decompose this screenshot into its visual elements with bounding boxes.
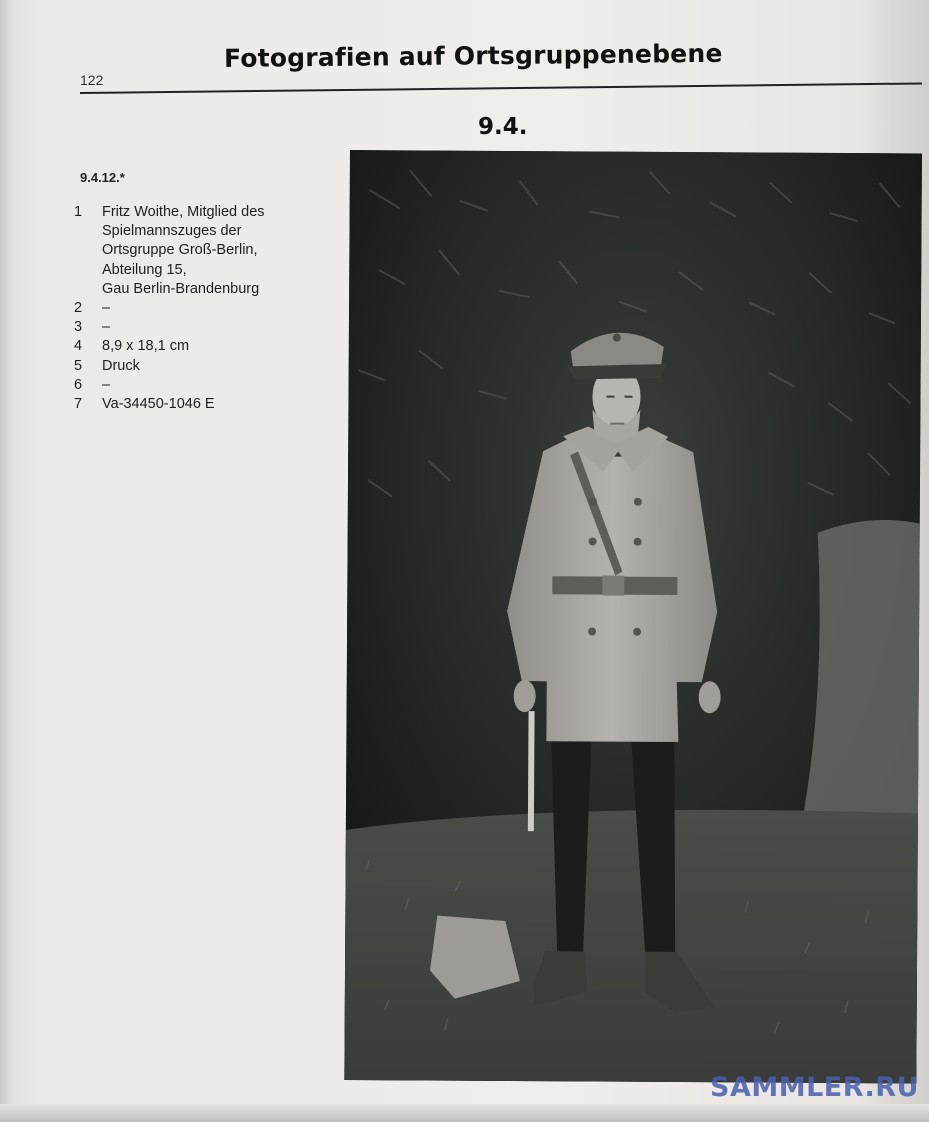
field-line: Fritz Woithe, Mitglied des (102, 204, 265, 220)
field-row (72, 318, 362, 337)
portrait-photograph (344, 150, 922, 1083)
field-number: 2 (74, 300, 83, 317)
field-row (72, 299, 362, 318)
field-value: Druck (102, 357, 140, 374)
field-line: Ortsgruppe Groß-Berlin, (102, 242, 258, 259)
field-value (102, 203, 362, 299)
field-number: 1 (74, 204, 83, 220)
page-number: 122 (80, 72, 104, 88)
field-value: Va-34450-1046 E (102, 396, 215, 413)
field-row (72, 395, 362, 414)
catalog-fields (72, 203, 362, 414)
page-title: Fotografien auf Ortsgruppenebene (223, 38, 723, 73)
field-row (72, 203, 362, 299)
field-number: 7 (74, 396, 83, 413)
field-number: 4 (74, 338, 83, 355)
entry-id: 9.4.12.* (80, 170, 125, 185)
field-number: 3 (74, 319, 83, 336)
field-value: – (102, 300, 111, 317)
field-value: – (102, 376, 111, 393)
field-row (72, 337, 362, 356)
field-line: Abteilung 15, (102, 261, 187, 278)
page-edge-shadow (0, 1104, 929, 1122)
field-number: 6 (74, 376, 83, 393)
header-rule (80, 82, 922, 94)
field-number: 5 (74, 357, 83, 374)
field-value: 8,9 x 18,1 cm (102, 338, 190, 355)
field-line: Gau Berlin-Brandenburg (102, 280, 260, 297)
field-value: – (102, 319, 111, 336)
section-number: 9.4. (478, 114, 528, 140)
field-row (72, 376, 362, 395)
watermark: SAMMLER.RU (710, 1072, 919, 1103)
field-row (72, 357, 362, 376)
field-line: Spielmannszuges der (102, 223, 242, 240)
